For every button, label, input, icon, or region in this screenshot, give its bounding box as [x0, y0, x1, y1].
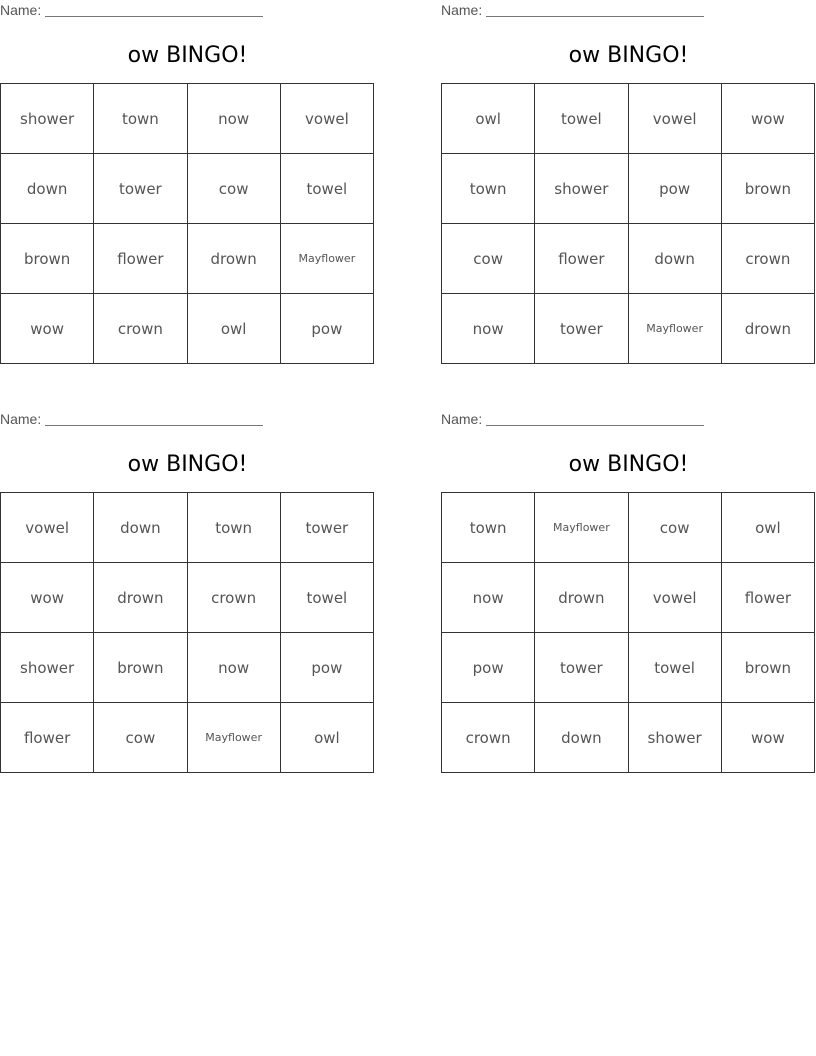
grid-cell: owl [280, 703, 373, 773]
grid-cell: crown [94, 294, 187, 364]
grid-cell: town [442, 493, 535, 563]
grid-cell: cow [94, 703, 187, 773]
grid-cell: drown [721, 294, 814, 364]
grid-cell: wow [1, 294, 94, 364]
bingo-grid [441, 492, 815, 773]
grid-cell: cow [628, 493, 721, 563]
bingo-card-3 [0, 409, 375, 774]
bingo-grid [0, 83, 374, 364]
card-title: ow BINGO! [127, 452, 248, 477]
grid-cell: shower [535, 154, 628, 224]
grid-cell: vowel [280, 84, 373, 154]
name-label: Name: [441, 2, 483, 18]
grid-cell: tower [94, 154, 187, 224]
grid-row [442, 703, 815, 773]
grid-cell: tower [535, 633, 628, 703]
grid-cell: owl [721, 493, 814, 563]
grid-cell: now [442, 294, 535, 364]
grid-cell: tower [280, 493, 373, 563]
grid-cell: towel [535, 84, 628, 154]
name-blank-line [45, 0, 263, 17]
name-field [441, 0, 816, 20]
grid-cell: crown [187, 563, 280, 633]
grid-cell: Mayflower [187, 703, 280, 773]
grid-row [442, 633, 815, 703]
grid-cell: cow [187, 154, 280, 224]
grid-cell: town [94, 84, 187, 154]
grid-row [442, 84, 815, 154]
grid-cell: now [187, 84, 280, 154]
bingo-grid [0, 492, 374, 773]
name-blank-line [486, 0, 704, 17]
grid-cell: drown [94, 563, 187, 633]
name-field [0, 409, 375, 429]
grid-cell: cow [442, 224, 535, 294]
grid-cell: town [442, 154, 535, 224]
name-blank-line [45, 409, 263, 426]
bingo-card-2 [441, 0, 816, 365]
grid-row [1, 154, 374, 224]
grid-row [1, 84, 374, 154]
grid-row [442, 294, 815, 364]
grid-cell: flower [535, 224, 628, 294]
name-field [0, 0, 375, 20]
grid-cell: tower [535, 294, 628, 364]
name-label: Name: [0, 2, 42, 18]
grid-cell: pow [628, 154, 721, 224]
grid-cell: flower [1, 703, 94, 773]
grid-cell: wow [721, 84, 814, 154]
grid-cell: brown [94, 633, 187, 703]
grid-cell: down [94, 493, 187, 563]
bingo-card-4 [441, 409, 816, 774]
grid-cell: drown [535, 563, 628, 633]
grid-cell: Mayflower [628, 294, 721, 364]
grid-cell: owl [442, 84, 535, 154]
grid-cell: flower [94, 224, 187, 294]
grid-cell: down [628, 224, 721, 294]
grid-row [442, 563, 815, 633]
grid-cell: vowel [628, 84, 721, 154]
grid-cell: town [187, 493, 280, 563]
grid-cell: down [535, 703, 628, 773]
grid-cell: shower [1, 84, 94, 154]
grid-cell: crown [721, 224, 814, 294]
grid-cell: now [442, 563, 535, 633]
grid-cell: now [187, 633, 280, 703]
grid-cell: flower [721, 563, 814, 633]
grid-row [1, 224, 374, 294]
card-title: ow BINGO! [568, 452, 689, 477]
grid-cell: towel [280, 563, 373, 633]
grid-cell: Mayflower [280, 224, 373, 294]
grid-cell: brown [721, 633, 814, 703]
grid-cell: crown [442, 703, 535, 773]
grid-row [442, 493, 815, 563]
card-title: ow BINGO! [127, 43, 248, 68]
grid-row [1, 633, 374, 703]
name-blank-line [486, 409, 704, 426]
grid-row [1, 294, 374, 364]
name-label: Name: [441, 411, 483, 427]
grid-cell: shower [628, 703, 721, 773]
grid-row [442, 154, 815, 224]
grid-cell: shower [1, 633, 94, 703]
grid-row [1, 493, 374, 563]
bingo-card-1 [0, 0, 375, 365]
name-field [441, 409, 816, 429]
grid-row [442, 224, 815, 294]
grid-cell: pow [280, 294, 373, 364]
grid-cell: brown [721, 154, 814, 224]
grid-cell: vowel [1, 493, 94, 563]
grid-cell: Mayflower [535, 493, 628, 563]
grid-cell: drown [187, 224, 280, 294]
grid-cell: owl [187, 294, 280, 364]
bingo-grid [441, 83, 815, 364]
grid-cell: pow [280, 633, 373, 703]
grid-row [1, 563, 374, 633]
grid-cell: wow [721, 703, 814, 773]
grid-cell: wow [1, 563, 94, 633]
grid-cell: vowel [628, 563, 721, 633]
grid-cell: brown [1, 224, 94, 294]
card-title: ow BINGO! [568, 43, 689, 68]
grid-cell: down [1, 154, 94, 224]
grid-row [1, 703, 374, 773]
grid-cell: towel [628, 633, 721, 703]
grid-cell: pow [442, 633, 535, 703]
grid-cell: towel [280, 154, 373, 224]
name-label: Name: [0, 411, 42, 427]
